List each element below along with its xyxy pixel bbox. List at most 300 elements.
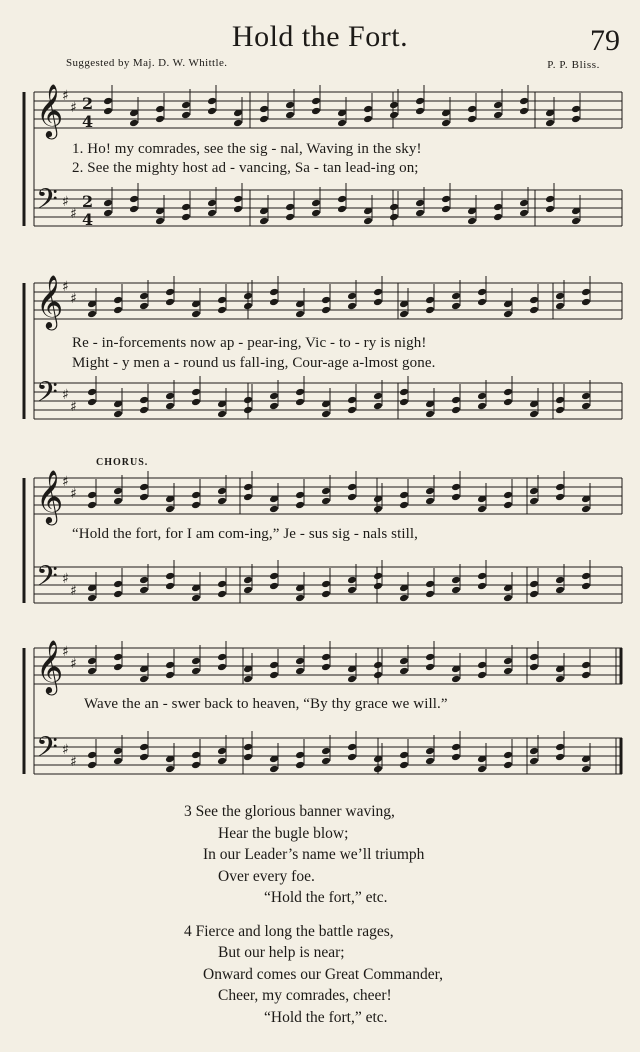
note-head	[259, 217, 269, 226]
note-head	[477, 671, 487, 680]
note-head	[347, 586, 357, 595]
note-head	[191, 761, 201, 770]
note-head	[285, 213, 295, 222]
page-number: 79	[590, 24, 620, 57]
note-head	[87, 667, 97, 676]
note-head	[113, 306, 123, 315]
note-head	[139, 292, 149, 301]
note-head	[191, 491, 201, 500]
note-head	[191, 751, 201, 760]
note-head	[87, 398, 97, 407]
note-head	[425, 296, 435, 305]
sharp-icon: ♯	[62, 279, 69, 295]
note-head	[87, 761, 97, 770]
note-head	[545, 195, 555, 204]
note-head	[373, 505, 383, 514]
note-head	[451, 406, 461, 415]
note-head	[129, 119, 139, 128]
note-head	[529, 747, 539, 756]
note-head	[373, 582, 383, 591]
note-head	[165, 298, 175, 307]
note-head	[207, 107, 217, 116]
note-head	[295, 491, 305, 500]
sharp-icon: ♯	[70, 291, 77, 307]
note-head	[493, 101, 503, 110]
lyric-line-verse-2-system-2: Might - y men a - round us fall-ing, Cour-age a-lmost gone.	[72, 355, 436, 371]
note-head	[347, 396, 357, 405]
note-head	[415, 199, 425, 208]
sharp-icon: ♯	[70, 486, 77, 502]
note-head	[155, 105, 165, 114]
note-head	[493, 203, 503, 212]
note-head	[451, 743, 461, 752]
sharp-icon: ♯	[62, 571, 69, 587]
additional-verses	[0, 803, 640, 1042]
note-head	[425, 487, 435, 496]
note-head	[477, 572, 487, 581]
note-head	[233, 119, 243, 128]
verse-line: 3 See the glorious banner waving,	[184, 803, 395, 820]
time-signature-bottom: 4	[82, 210, 94, 229]
note-head	[217, 306, 227, 315]
note-head	[467, 105, 477, 114]
verse-line: Hear the bugle blow;	[218, 824, 349, 842]
note-head	[217, 590, 227, 599]
note-head	[295, 751, 305, 760]
sharp-icon: ♯	[70, 399, 77, 415]
chorus-label: CHORUS.	[96, 457, 149, 468]
note-head	[103, 97, 113, 106]
note-head	[243, 483, 253, 492]
note-head	[321, 487, 331, 496]
note-head	[467, 115, 477, 124]
sharp-icon: ♯	[62, 474, 69, 490]
note-head	[139, 302, 149, 311]
note-head	[165, 765, 175, 774]
hymn-title: Hold the Fort.	[231, 20, 409, 53]
note-head	[87, 657, 97, 666]
note-head	[399, 667, 409, 676]
note-head	[529, 410, 539, 419]
lyric-line-chorus-2: Wave the an - swer back to heaven, “By thy grace we will.”	[84, 696, 448, 712]
note-head	[87, 310, 97, 319]
sharp-icon: ♯	[70, 656, 77, 672]
note-head	[425, 497, 435, 506]
note-head	[321, 410, 331, 419]
note-head	[139, 406, 149, 415]
note-head	[503, 398, 513, 407]
note-head	[165, 582, 175, 591]
note-head	[503, 751, 513, 760]
note-head	[399, 388, 409, 397]
note-head	[311, 199, 321, 208]
note-head	[415, 107, 425, 116]
note-head	[139, 675, 149, 684]
verse-line: In our Leader’s name we’ll triumph	[203, 846, 425, 863]
note-head	[441, 205, 451, 214]
sharp-icon: ♯	[62, 88, 69, 104]
note-head	[529, 296, 539, 305]
note-head	[191, 594, 201, 603]
note-head	[545, 119, 555, 128]
note-head	[529, 487, 539, 496]
note-head	[529, 497, 539, 506]
treble-clef-icon: 𝄞	[36, 469, 64, 523]
note-head	[269, 392, 279, 401]
note-head	[165, 402, 175, 411]
note-head	[581, 572, 591, 581]
note-head	[217, 410, 227, 419]
note-head	[399, 491, 409, 500]
note-head	[269, 582, 279, 591]
note-head	[519, 209, 529, 218]
sharp-icon: ♯	[62, 194, 69, 210]
note-head	[347, 483, 357, 492]
note-head	[129, 205, 139, 214]
note-head	[389, 111, 399, 120]
note-head	[165, 392, 175, 401]
bass-clef-icon: 𝄢	[36, 731, 58, 771]
note-head	[217, 747, 227, 756]
note-head	[555, 406, 565, 415]
lyric-line-verse-2-system-1: 2. See the mighty host ad - vancing, Sa - tan lead-ing on;	[72, 160, 419, 176]
note-head	[347, 753, 357, 762]
note-head	[181, 101, 191, 110]
note-head	[425, 747, 435, 756]
verse-3	[0, 803, 640, 911]
bass-clef-icon: 𝄢	[36, 376, 58, 416]
note-head	[451, 675, 461, 684]
note-head	[555, 292, 565, 301]
note-head	[269, 298, 279, 307]
note-head	[87, 751, 97, 760]
note-head	[555, 743, 565, 752]
note-head	[269, 671, 279, 680]
note-head	[139, 576, 149, 585]
verse-line: “Hold the fort,” etc.	[264, 1008, 388, 1026]
note-head	[373, 298, 383, 307]
note-head	[555, 302, 565, 311]
note-head	[581, 661, 591, 670]
treble-clef-icon: 𝄞	[36, 274, 64, 328]
note-head	[399, 310, 409, 319]
note-head	[269, 765, 279, 774]
note-head	[321, 653, 331, 662]
note-head	[581, 392, 591, 401]
note-head	[285, 111, 295, 120]
note-head	[477, 505, 487, 514]
note-head	[243, 586, 253, 595]
note-head	[493, 111, 503, 120]
note-head	[165, 661, 175, 670]
note-head	[347, 576, 357, 585]
note-head	[87, 594, 97, 603]
note-head	[269, 288, 279, 297]
note-head	[467, 217, 477, 226]
note-head	[503, 388, 513, 397]
note-head	[191, 398, 201, 407]
note-head	[321, 580, 331, 589]
note-head	[399, 398, 409, 407]
note-head	[243, 576, 253, 585]
note-head	[503, 761, 513, 770]
note-head	[243, 753, 253, 762]
note-head	[425, 663, 435, 672]
note-head	[555, 483, 565, 492]
verse-line: Cheer, my comrades, cheer!	[218, 987, 392, 1004]
note-head	[555, 675, 565, 684]
note-head	[347, 292, 357, 301]
note-head	[217, 497, 227, 506]
note-head	[207, 97, 217, 106]
note-head	[243, 743, 253, 752]
note-head	[363, 115, 373, 124]
note-head	[87, 388, 97, 397]
note-head	[217, 757, 227, 766]
note-head	[233, 205, 243, 214]
note-head	[347, 302, 357, 311]
note-head	[217, 487, 227, 496]
note-head	[555, 396, 565, 405]
note-head	[217, 653, 227, 662]
note-head	[415, 97, 425, 106]
note-head	[425, 590, 435, 599]
note-head	[113, 296, 123, 305]
lyric-line-verse-1-system-2: Re - in-forcements now ap - pear-ing, Vic - to - ry is nigh!	[72, 335, 427, 351]
note-head	[363, 105, 373, 114]
note-head	[207, 209, 217, 218]
note-head	[555, 493, 565, 502]
note-head	[581, 765, 591, 774]
note-head	[529, 306, 539, 315]
note-head	[451, 576, 461, 585]
note-head	[181, 213, 191, 222]
verse-4	[0, 923, 640, 1031]
treble-clef-icon: 𝄞	[36, 639, 64, 693]
bass-clef-icon: 𝄢	[36, 560, 58, 600]
note-head	[389, 101, 399, 110]
note-head	[571, 105, 581, 114]
note-head	[191, 657, 201, 666]
note-head	[321, 590, 331, 599]
note-head	[347, 493, 357, 502]
note-head	[425, 410, 435, 419]
note-head	[529, 663, 539, 672]
note-head	[87, 491, 97, 500]
note-head	[269, 402, 279, 411]
note-head	[373, 402, 383, 411]
note-head	[87, 501, 97, 510]
verse-line: Onward comes our Great Commander,	[203, 965, 443, 983]
note-head	[207, 199, 217, 208]
note-head	[529, 580, 539, 589]
note-head	[451, 493, 461, 502]
note-head	[243, 675, 253, 684]
note-head	[571, 115, 581, 124]
note-head	[477, 392, 487, 401]
note-head	[165, 671, 175, 680]
sharp-icon: ♯	[62, 742, 69, 758]
note-head	[555, 586, 565, 595]
note-head	[425, 757, 435, 766]
sharp-icon: ♯	[62, 387, 69, 403]
note-head	[451, 396, 461, 405]
note-head	[363, 217, 373, 226]
note-head	[389, 213, 399, 222]
note-head	[165, 572, 175, 581]
note-head	[581, 671, 591, 680]
note-head	[399, 657, 409, 666]
note-head	[451, 292, 461, 301]
note-head	[311, 209, 321, 218]
note-head	[139, 753, 149, 762]
note-head	[555, 753, 565, 762]
note-head	[321, 747, 331, 756]
note-head	[425, 653, 435, 662]
note-head	[581, 582, 591, 591]
note-head	[503, 491, 513, 500]
note-head	[321, 497, 331, 506]
note-head	[295, 594, 305, 603]
note-head	[399, 501, 409, 510]
treble-clef-icon: 𝄞	[36, 83, 64, 137]
note-head	[165, 505, 175, 514]
note-head	[181, 111, 191, 120]
note-head	[373, 288, 383, 297]
composer-credit: P. P. Bliss.	[547, 59, 600, 71]
note-head	[451, 753, 461, 762]
note-head	[477, 402, 487, 411]
note-head	[373, 392, 383, 401]
note-head	[165, 288, 175, 297]
note-head	[337, 195, 347, 204]
note-head	[321, 306, 331, 315]
note-head	[519, 107, 529, 116]
time-signature-top: 2	[82, 192, 94, 211]
note-head	[451, 586, 461, 595]
note-head	[285, 203, 295, 212]
note-head	[529, 590, 539, 599]
note-head	[581, 298, 591, 307]
note-head	[311, 97, 321, 106]
note-head	[191, 501, 201, 510]
note-head	[217, 663, 227, 672]
note-head	[545, 205, 555, 214]
note-head	[503, 594, 513, 603]
note-head	[269, 572, 279, 581]
note-head	[233, 195, 243, 204]
note-head	[337, 119, 347, 128]
note-head	[295, 310, 305, 319]
note-head	[451, 483, 461, 492]
note-head	[139, 493, 149, 502]
note-head	[529, 653, 539, 662]
note-head	[415, 209, 425, 218]
note-head	[321, 296, 331, 305]
note-head	[477, 298, 487, 307]
note-head	[139, 586, 149, 595]
note-head	[191, 310, 201, 319]
note-head	[259, 115, 269, 124]
note-head	[295, 501, 305, 510]
note-head	[113, 590, 123, 599]
bass-clef-icon: 𝄢	[36, 183, 58, 223]
note-head	[555, 576, 565, 585]
note-head	[529, 757, 539, 766]
note-head	[347, 743, 357, 752]
note-head	[477, 288, 487, 297]
time-signature-top: 2	[82, 94, 94, 113]
note-head	[113, 663, 123, 672]
note-head	[477, 765, 487, 774]
note-head	[295, 398, 305, 407]
note-head	[139, 483, 149, 492]
note-head	[493, 213, 503, 222]
sharp-icon: ♯	[70, 206, 77, 222]
verse-line: But our help is near;	[218, 944, 345, 961]
note-head	[477, 661, 487, 670]
note-head	[373, 572, 383, 581]
note-head	[477, 582, 487, 591]
note-head	[269, 661, 279, 670]
note-head	[311, 107, 321, 116]
note-head	[113, 580, 123, 589]
note-head	[103, 199, 113, 208]
note-head	[259, 105, 269, 114]
verse-line: Over every foe.	[218, 867, 315, 885]
sharp-icon: ♯	[70, 754, 77, 770]
note-head	[347, 675, 357, 684]
note-head	[113, 747, 123, 756]
note-head	[581, 505, 591, 514]
note-head	[399, 751, 409, 760]
note-head	[519, 199, 529, 208]
note-head	[451, 302, 461, 311]
note-head	[425, 306, 435, 315]
note-head	[425, 580, 435, 589]
note-head	[295, 761, 305, 770]
lyric-line-verse-1-system-1: 1. Ho! my comrades, see the sig - nal, Waving in the sky!	[72, 141, 422, 157]
note-head	[321, 663, 331, 672]
sharp-icon: ♯	[70, 100, 77, 116]
note-head	[103, 209, 113, 218]
note-head	[503, 310, 513, 319]
note-head	[113, 497, 123, 506]
time-signature-bottom: 4	[82, 112, 94, 131]
note-head	[129, 195, 139, 204]
note-head	[399, 594, 409, 603]
note-head	[581, 288, 591, 297]
sharp-icon: ♯	[70, 583, 77, 599]
note-head	[113, 653, 123, 662]
note-head	[399, 761, 409, 770]
note-head	[269, 505, 279, 514]
verse-line: 4 Fierce and long the battle rages,	[184, 922, 394, 940]
note-head	[337, 205, 347, 214]
note-head	[295, 657, 305, 666]
note-head	[347, 406, 357, 415]
note-head	[155, 217, 165, 226]
lyric-line-chorus-1: “Hold the fort, for I am com-ing,” Je - sus sig - nals still,	[72, 526, 419, 542]
note-head	[243, 493, 253, 502]
note-head	[321, 757, 331, 766]
note-head	[217, 296, 227, 305]
note-head	[103, 107, 113, 116]
note-head	[113, 410, 123, 419]
note-head	[503, 501, 513, 510]
note-head	[139, 396, 149, 405]
note-head	[295, 388, 305, 397]
